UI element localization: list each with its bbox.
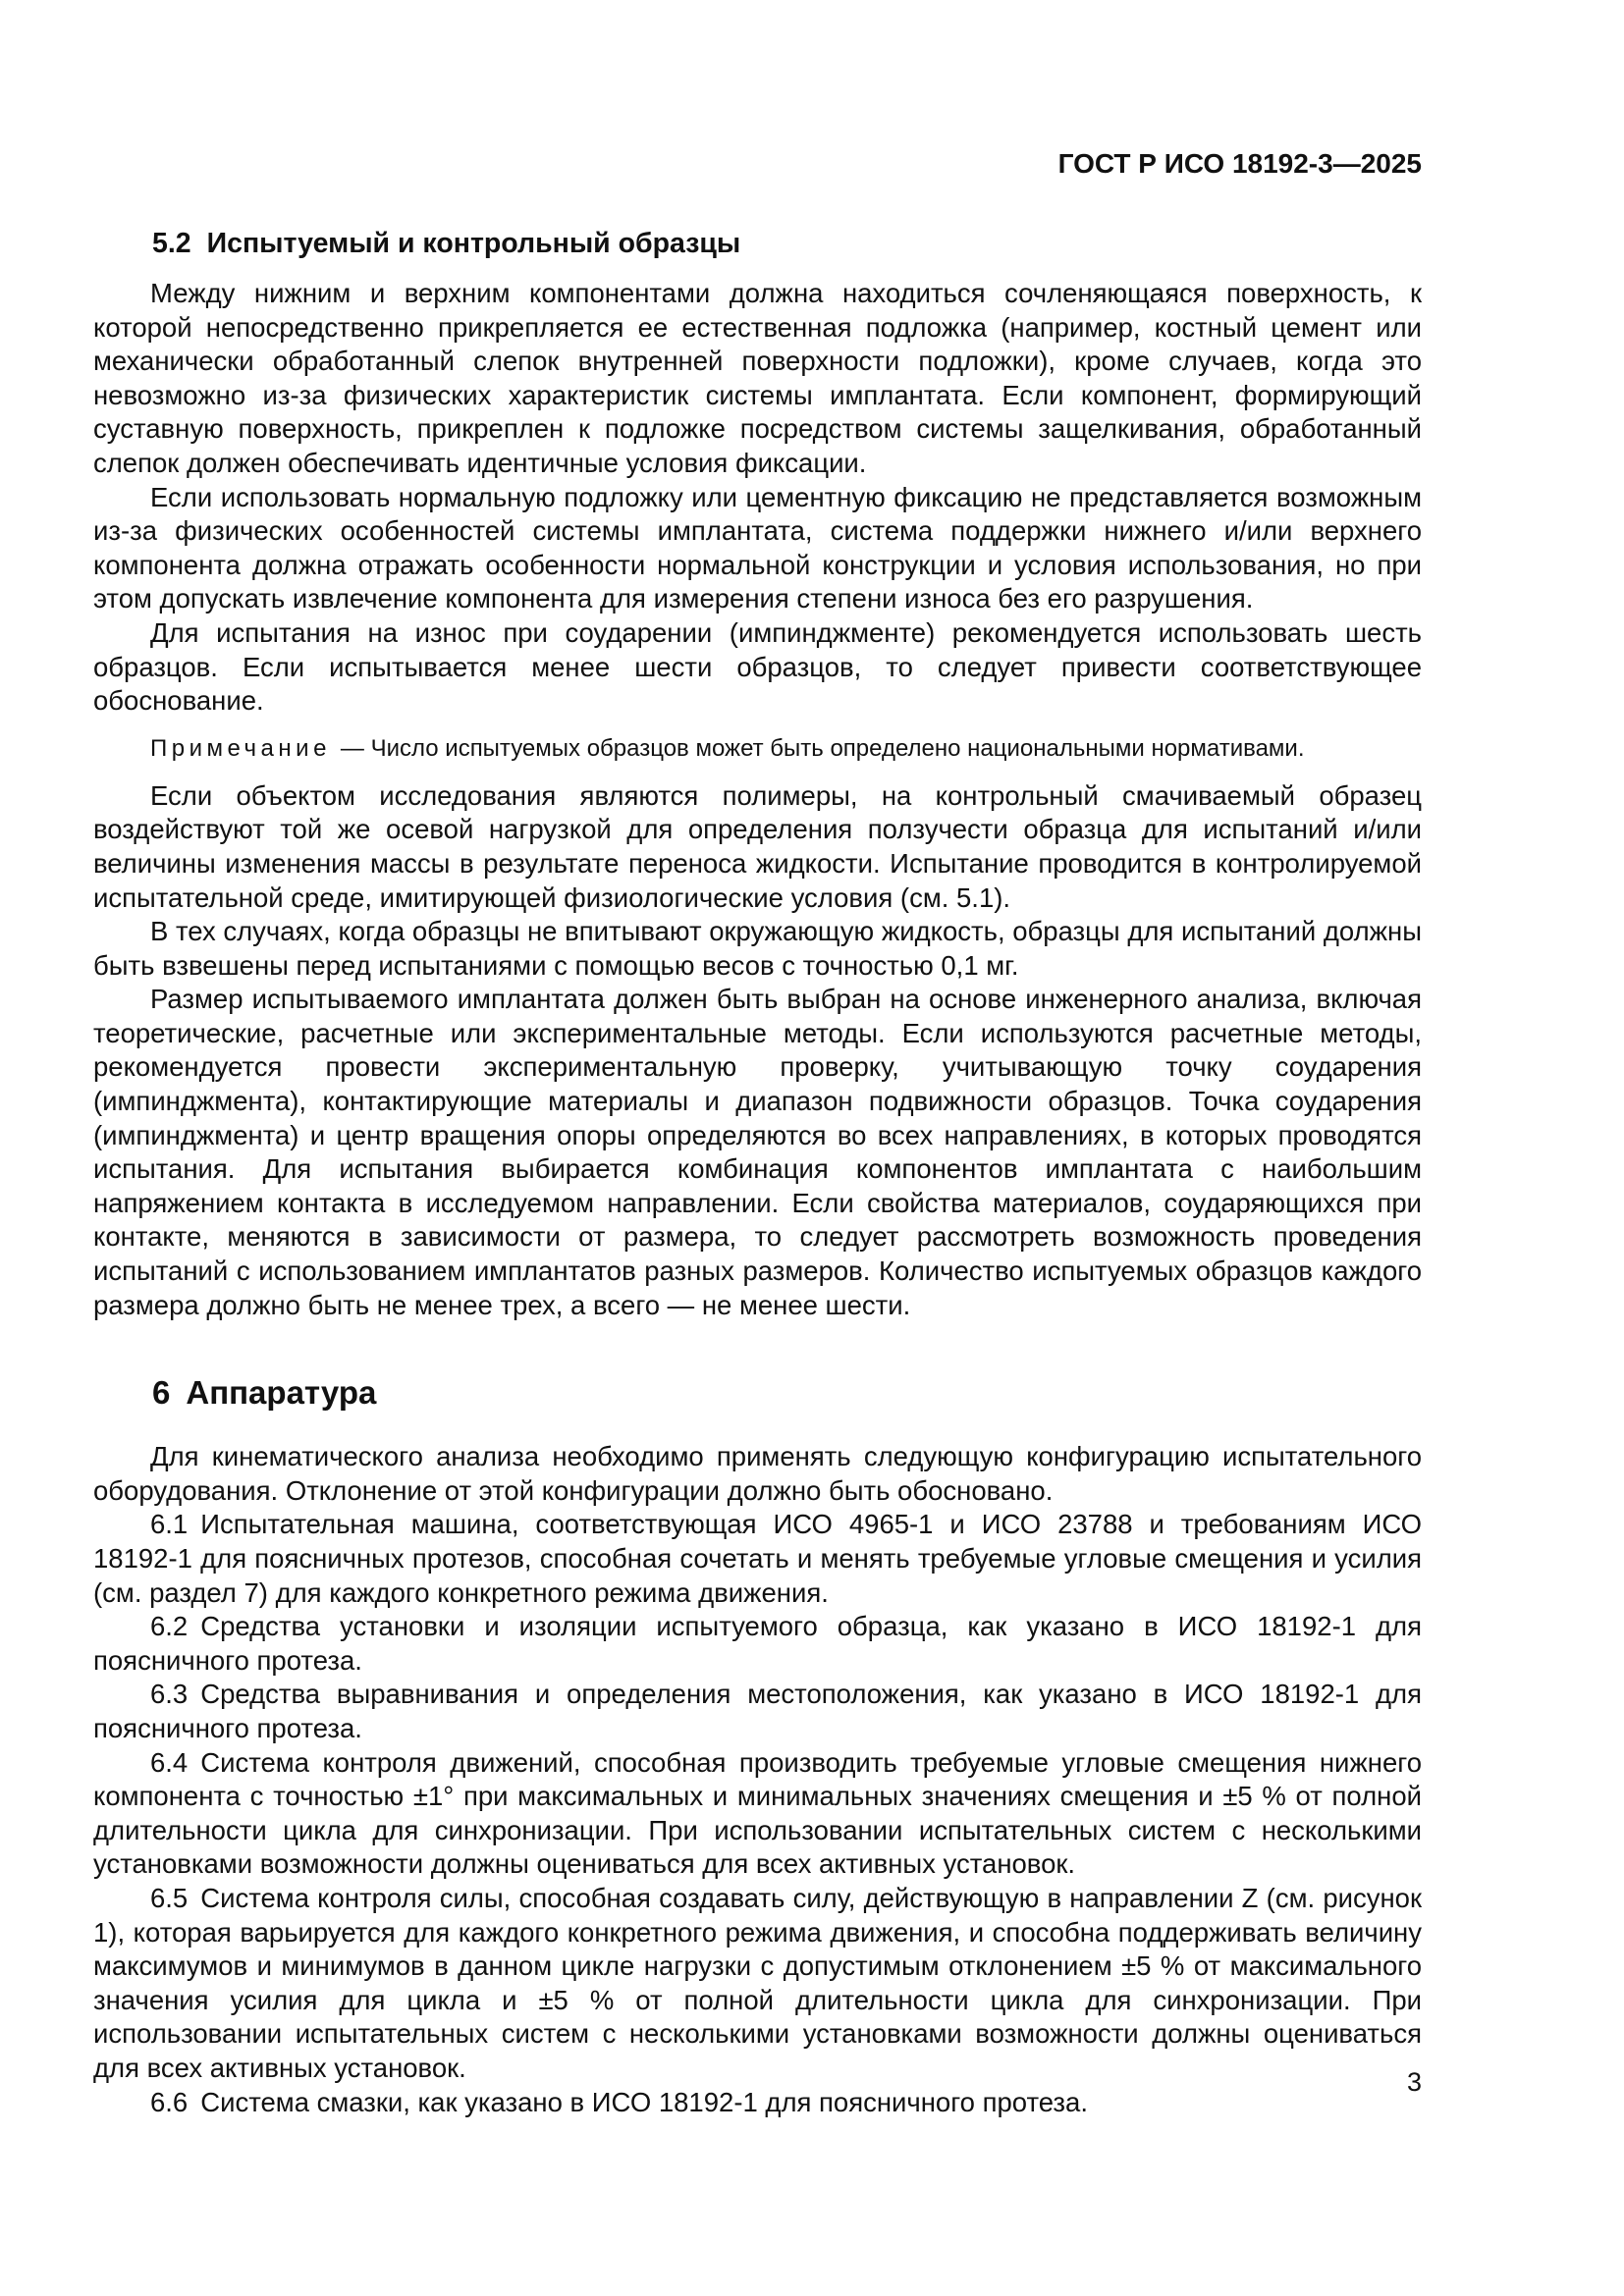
- clause-text: Система смазки, как указано в ИСО 18192-1 для поясничного протеза.: [200, 2086, 1088, 2117]
- paragraph: Между нижним и верхним компонентами должна находиться сочленяющаяся поверхность, к которой непосредственно прикрепляется ее естественная подложка (например, костный цемент или механически обработанный слепок внутренней поверхности подложки), кроме случаев, когда это невозможно из-за физических характеристик системы имплантата. Если компонент, формирующий суставную поверхность, прикреплен к подложке посредством системы защелкивания, обработанный слепок должен обеспечивать идентичные условия фиксации.: [93, 278, 1422, 478]
- note: [93, 734, 1422, 764]
- clause-number: 6.1: [150, 1509, 189, 1540]
- clause-text: Средства выравнивания и определения местоположения, как указано в ИСО 18192-1 для поясничного протеза.: [93, 1679, 1422, 1743]
- clause-text: Испытательная машина, соответствующая ИСО 4965-1 и ИСО 23788 и требованиям ИСО 18192-1 для поясничных протезов, способная сочетать и менять требуемые угловые смещения и усилия (см. раздел 7) для каждого конкретного режима движения.: [93, 1509, 1422, 1608]
- section-6-heading: [93, 1373, 1422, 1413]
- paragraph: Для кинематического анализа необходимо применять следующую конфигурацию испытательного оборудования. Отклонение от этой конфигурации должно быть обосновано.: [93, 1441, 1422, 1506]
- clause-item: [93, 2086, 1422, 2120]
- section-5-2-number: 5.2: [152, 228, 191, 259]
- page-number: 3: [1406, 2067, 1422, 2097]
- clause-text: Система контроля силы, способная создавать силу, действующую в направлении Z (см. рисунок 1), которая варьируется для каждого конкретного режима движения, и способна поддерживать величину максимумов и минимумов в данном цикле нагрузки с допустимым отклонением ±5 % от максимального значения усилия для цикла и ±5 % от полной длительности цикла для синхронизации. При использовании испытательных систем с несколькими установками возможности должны оцениваться для всех активных установок.: [93, 1882, 1422, 2083]
- clause-item: [93, 1678, 1422, 1745]
- paragraph: Если использовать нормальную подложку или цементную фиксацию не представляется возможным из-за физических особенностей системы имплантата, система поддержки нижнего и/или верхнего компонента должна отражать особенности нормальной конструкции и условия использования, но при этом допускать извлечение компонента для измерения степени износа без его разрушения.: [93, 481, 1422, 614]
- note-text: — Число испытуемых образцов может быть определено национальными нормативами.: [340, 734, 1305, 762]
- clause-text: Система контроля движений, способная производить требуемые угловые смещения нижнего компонента с точностью ±1° при максимальных и минимальных значениях смещения и ±5 % от полной длительности цикла для синхронизации. При использовании испытательных систем с несколькими установками возможности должны оцениваться для всех активных установок.: [93, 1746, 1422, 1880]
- paragraph: В тех случаях, когда образцы не впитывают окружающую жидкость, образцы для испытаний должны быть взвешены перед испытаниями с помощью весов с точностью 0,1 мг.: [93, 916, 1422, 981]
- clause-item: [93, 1610, 1422, 1678]
- document-header: ГОСТ Р ИСО 18192-3—2025: [1057, 148, 1422, 179]
- paragraph: Если объектом исследования являются полимеры, на контрольный смачиваемый образец воздействуют той же осевой нагрузкой для определения ползучести образца для испытаний и/или величины изменения массы в результате переноса жидкости. Испытание проводится в контролируемой испытательной среде, имитирующей физиологические условия (см. 5.1).: [93, 779, 1422, 913]
- paragraph: Для испытания на износ при соударении (импинджменте) рекомендуется использовать шесть образцов. Если испытывается менее шести образцов, то следует привести соответствующее обоснование.: [93, 616, 1422, 717]
- paragraph: Размер испытываемого имплантата должен быть выбран на основе инженерного анализа, включая теоретические, расчетные или экспериментальные методы. Если используются расчетные методы, рекомендуется провести экспериментальную проверку, учитывающую точку соударения (импинджмента), контактирующие материалы и диапазон подвижности образцов. Точка соударения (импинджмента) и центр вращения опоры определяются во всех направлениях, в которых проводятся испытания. Для испытания выбирается комбинация компонентов имплантата с наибольшим напряжением контакта в исследуемом направлении. Если свойства материалов, соударяющихся при контакте, меняются в зависимости от размера, то следует рассмотреть возможность проведения испытаний с использованием имплантатов разных размеров. Количество испытуемых образцов каждого размера должно быть не менее трех, а всего — не менее шести.: [93, 984, 1422, 1320]
- clause-number: 6.6: [150, 2086, 189, 2117]
- section-6-number: 6: [152, 1374, 171, 1412]
- clause-item: [93, 1882, 1422, 2086]
- section-5-2-heading: [93, 226, 1422, 261]
- section-6-title: Аппаратура: [186, 1374, 377, 1412]
- clause-number: 6.3: [150, 1679, 189, 1710]
- clause-number: 6.4: [150, 1746, 189, 1778]
- clause-number: 6.5: [150, 1882, 189, 1913]
- clause-number: 6.2: [150, 1611, 189, 1642]
- note-label: Примечание: [150, 734, 331, 762]
- section-5-2-title: Испытуемый и контрольный образцы: [206, 228, 741, 259]
- clause-item: [93, 1508, 1422, 1610]
- clause-text: Средства установки и изоляции испытуемого образца, как указано в ИСО 18192-1 для поясничного протеза.: [93, 1611, 1422, 1676]
- clause-item: [93, 1746, 1422, 1882]
